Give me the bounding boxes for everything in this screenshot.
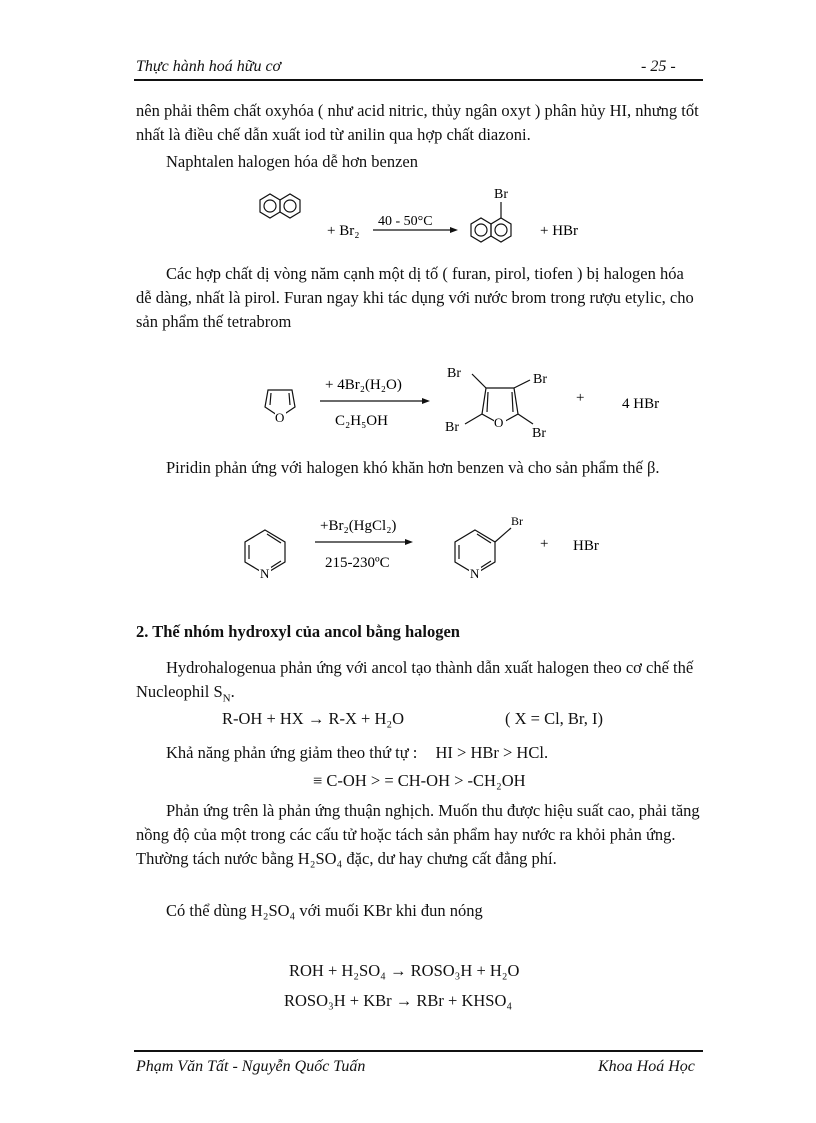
paragraph-6	[166, 741, 706, 765]
ring-left	[471, 218, 491, 242]
substituent-br: Br	[511, 514, 523, 528]
solvent-label: C₂H₅OH	[335, 413, 388, 429]
aromatic-circle	[264, 200, 276, 212]
paragraph-4: Piridin phản ứng với halogen khó khăn hơn benzen và cho sản phẩm thế β.	[166, 458, 660, 477]
reagent-label: +Br₂(HgCl₂)	[320, 518, 397, 534]
br-label: Br	[533, 372, 547, 387]
condition-label: 40 - 50°C	[378, 214, 433, 229]
pyridine-nitrogen: N	[260, 566, 270, 581]
footer-department: Khoa Hoá Học	[598, 1058, 695, 1075]
product-4hbr: 4 HBr	[622, 396, 660, 412]
naphthalene-structure	[260, 194, 300, 218]
furan-oxygen: O	[275, 410, 285, 425]
paragraph-7: Phản ứng trên là phản ứng thuận nghịch. Muốn thu được hiệu suất cao, phải tăng nồng độ của một trong các cấu tử hoặc tách sản phẩm hay nước ra khỏi phản ứng. Thường tách nước bằng H₂SO₄ đặc, dư hay chưng cất đẳng phí.	[136, 801, 700, 868]
paragraph-5-text: Hydrohalogenua phản ứng với ancol tạo thành dẫn xuất halogen theo cơ chế thế Nucleophil S	[136, 658, 694, 701]
reaction-furan	[250, 362, 690, 440]
reagent-label: + 4Br₂(H₂O)	[325, 377, 402, 393]
plus-sign: +	[540, 536, 549, 552]
paragraph-8: Có thể dùng H₂SO₄ với muối KBr khi đun nóng	[166, 901, 483, 920]
paragraph-3: Các hợp chất dị vòng năm cạnh một dị tố ( furan, pirol, tiofen ) bị halogen hóa dễ dàng, nhất là pirol. Furan ngay khi tác dụng với nước brom trong rượu etylic, cho sản phẩm thế tetrabrom	[136, 264, 694, 331]
arrow-head	[422, 398, 430, 404]
naphthalene-ring-right	[280, 194, 300, 218]
arrow-head	[405, 539, 413, 545]
reaction-naphthalene	[250, 180, 590, 250]
bromonaphthalene-structure	[471, 202, 511, 242]
paragraph-5-end: .	[230, 682, 235, 701]
sn-subscript: N	[222, 692, 231, 705]
reactivity-order: HI > HBr > HCl.	[435, 743, 549, 762]
equation-4: ROSO₃H + KBr → RBr + KHSO₄	[284, 991, 513, 1010]
paragraph-5	[136, 656, 702, 710]
reagent-br2: + Br₂	[327, 223, 360, 239]
section-heading: 2. Thế nhóm hydroxyl của ancol bằng halogen	[136, 622, 460, 641]
c-br-bond	[495, 528, 511, 542]
reaction-pyridine	[230, 508, 630, 584]
footer-rule	[134, 1050, 703, 1052]
equation-3: ROH + H₂SO₄ → ROSO₃H + H₂O	[289, 961, 520, 980]
naphthalene-ring-left	[260, 194, 280, 218]
equation-1: R-OH + HX → R-X + H₂O	[222, 709, 405, 728]
reactivity-label: Khả năng phản ứng giảm theo thứ tự :	[166, 743, 418, 762]
paragraph-1: nên phải thêm chất oxyhóa ( như acid nitric, thủy ngân oxyt ) phân hủy HI, nhưng tốt nhất là điều chế dẫn xuất iod từ anilin qua hợp chất diazoni.	[136, 101, 699, 144]
header-title: Thực hành hoá hữu cơ	[136, 58, 282, 75]
aromatic-circle	[475, 224, 487, 236]
footer-authors: Phạm Văn Tất - Nguyễn Quốc Tuấn	[136, 1058, 366, 1075]
plus-sign: +	[576, 390, 585, 406]
condition-label: 215-230ºC	[325, 555, 390, 571]
br-label: Br	[445, 420, 459, 435]
equation-1-note: ( X = Cl, Br, I)	[505, 709, 604, 728]
product-hbr: HBr	[573, 538, 599, 554]
product-hbr: + HBr	[540, 223, 579, 239]
aromatic-circle	[284, 200, 296, 212]
arrow-head	[450, 227, 458, 233]
page-number: - 25 -	[641, 58, 676, 75]
product-nitrogen: N	[470, 566, 480, 581]
bromopyridine-structure	[455, 528, 511, 574]
aromatic-circle	[495, 224, 507, 236]
br-label: Br	[532, 426, 546, 440]
br-label: Br	[447, 366, 461, 381]
equation-2: ≡ C-OH > = CH-OH > -CH₂OH	[313, 771, 526, 790]
product-oxygen: O	[494, 415, 504, 430]
paragraph-2: Naphtalen halogen hóa dễ hơn benzen	[166, 152, 419, 171]
ring-right	[491, 218, 511, 242]
header-rule	[134, 79, 703, 81]
substituent-br: Br	[494, 187, 508, 202]
